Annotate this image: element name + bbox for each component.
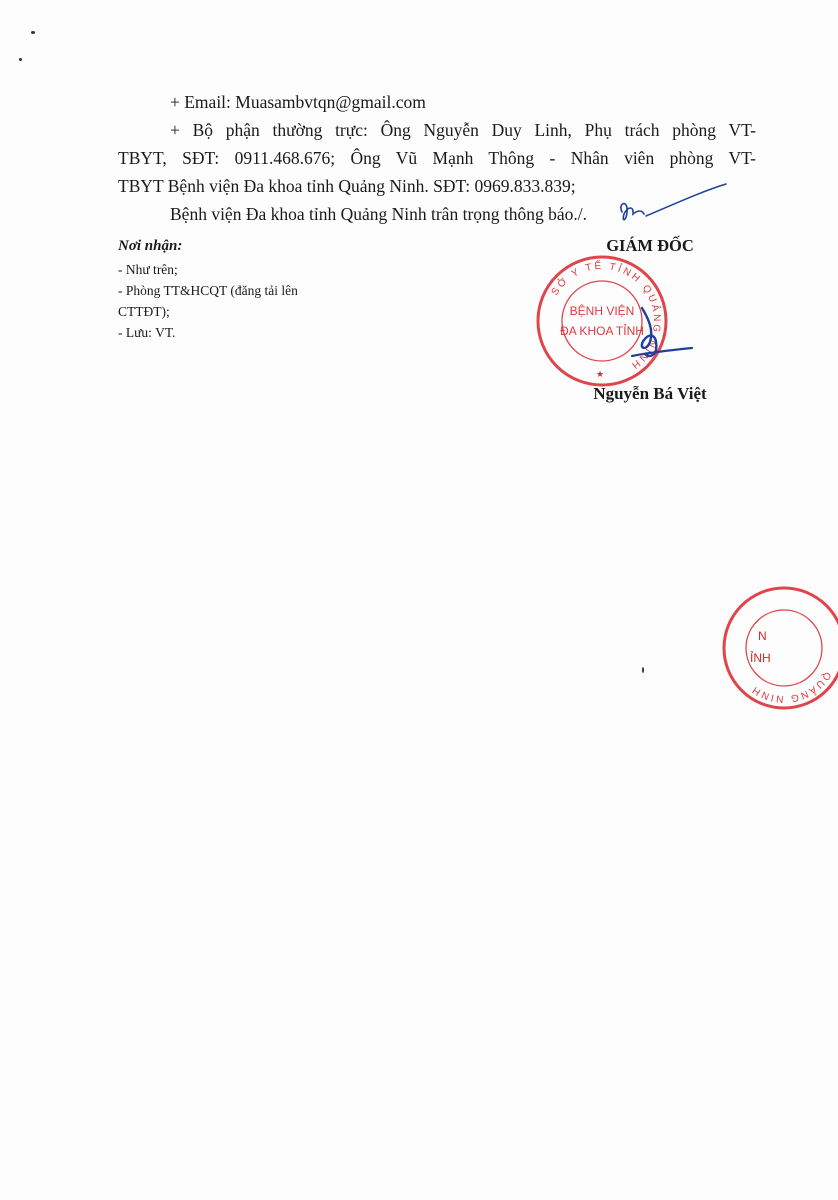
closing-line: Bệnh viện Đa khoa tỉnh Quảng Ninh trân trọng thông báo./.	[170, 204, 588, 224]
recipient-item: - Như trên;	[118, 262, 178, 277]
partial-stamp-ring-text: QUẢNG NINH	[749, 669, 833, 705]
email-line: + Email: Muasambvtqn@gmail.com	[170, 92, 426, 112]
scan-speck	[31, 31, 35, 34]
partial-stamp-edge	[700, 584, 838, 714]
recipient-item: - Lưu: VT.	[118, 325, 176, 340]
recipient-item: CTTĐT);	[118, 304, 170, 319]
recipient-item: - Phòng TT&HCQT (đăng tải lên	[118, 283, 298, 298]
scan-speck	[19, 58, 22, 61]
recipients-block	[118, 236, 348, 343]
partial-stamp-line-2: ỈNH	[750, 651, 771, 665]
partial-stamp-line-1: N	[758, 629, 767, 643]
stamp-ring-text: SỞ Y TẾ TỈNH QUẢNG NINH	[549, 260, 663, 372]
recipients-label: Nơi nhận:	[118, 238, 183, 254]
stamp-line-2: ĐA KHOA TỈNH	[560, 324, 644, 338]
duty-line-1: + Bộ phận thường trực: Ông Nguyễn Duy Linh, Phụ trách phòng VT-	[170, 120, 756, 140]
signature-flourish	[600, 180, 740, 270]
scan-speck	[642, 667, 644, 673]
stamp-line-1: BỆNH VIỆN	[569, 304, 635, 318]
signer-title: GIÁM ĐỐC	[606, 236, 694, 255]
signature-mark	[612, 300, 704, 370]
star-icon: ★	[596, 370, 605, 380]
duty-line-3: TBYT Bệnh viện Đa khoa tỉnh Quảng Ninh. SĐT: 0969.833.839;	[118, 176, 576, 196]
signer-name: Nguyễn Bá Việt	[593, 384, 707, 403]
duty-line-2: TBYT, SĐT: 0911.468.676; Ông Vũ Mạnh Thông - Nhân viên phòng VT-	[118, 148, 756, 168]
